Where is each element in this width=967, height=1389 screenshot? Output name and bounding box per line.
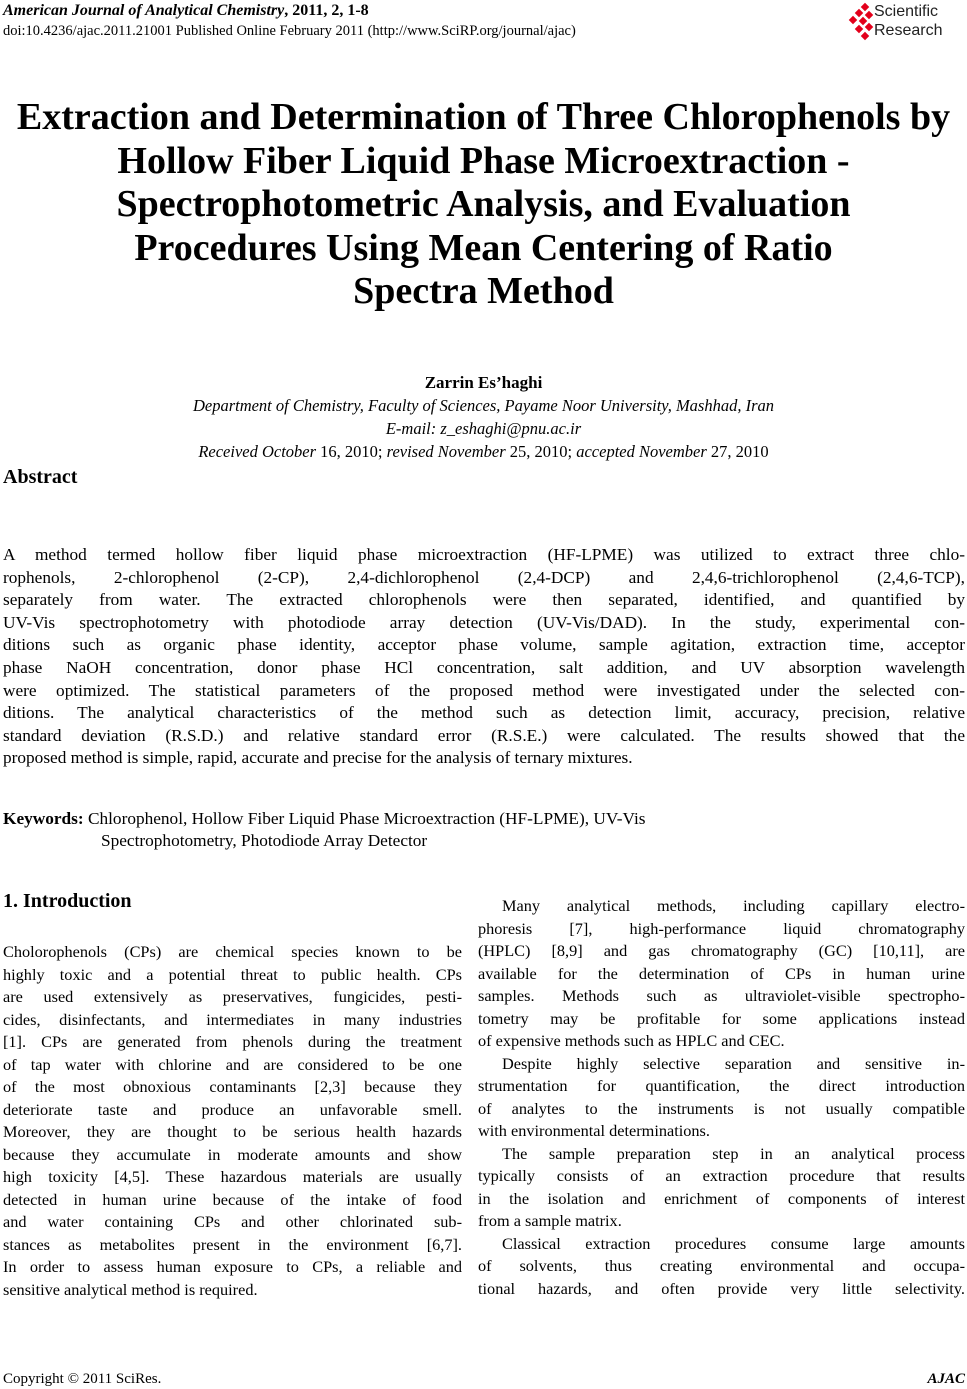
revised-label: revised November: [386, 442, 506, 461]
keywords: [3, 808, 645, 831]
keywords-line1: Chlorophenol, Hollow Fiber Liquid Phase Microextraction (HF-LPME), UV-Vis: [83, 809, 646, 828]
logo-text-line1: Scientific: [874, 3, 939, 20]
text-line: deteriorate taste and produce an unfavorable smell.: [3, 1099, 462, 1119]
text-line: Despite highly selective separation and sensitive in-: [502, 1053, 965, 1073]
scientific-research-logo: [848, 2, 966, 44]
accepted-date: 27, 2010: [706, 442, 769, 461]
keywords-label: Keywords:: [3, 809, 84, 828]
accepted-label: accepted November: [576, 442, 707, 461]
text-line: with environmental determinations.: [478, 1121, 710, 1140]
received-date: 16, 2010;: [316, 442, 387, 461]
title-line: Extraction and Determination of Three Chlorophenols by: [16, 96, 951, 138]
title-line: Spectrophotometric Analysis, and Evaluation: [116, 183, 851, 225]
abstract-line: phase NaOH concentration, donor phase HCl concentration, salt addition, and UV absorption wavelength: [3, 657, 965, 677]
text-line: Many analytical methods, including capillary electro-: [502, 896, 965, 915]
text-line: detected in human urine because of the intake of food: [3, 1189, 462, 1209]
text-line: tometry may be profitable for some applications instead: [478, 1008, 965, 1028]
journal-name: American Journal of Analytical Chemistry: [3, 2, 285, 19]
left-column: [3, 941, 462, 1301]
text-line: In order to assess human exposure to CPs, a reliable and: [3, 1257, 462, 1276]
abstract-line: ditions. The analytical characteristics of the method such as detection limit, accuracy, precision, relative: [3, 703, 965, 723]
text-line: (HPLC) [8,9] and gas chromatography (GC) [10,11], are: [478, 941, 965, 960]
text-line: typically consists of an extraction procedure that results: [478, 1166, 965, 1185]
text-line: of expensive methods such as HPLC and CEC.: [478, 1031, 785, 1050]
text-line: of the most obnoxious contaminants [2,3] because they: [3, 1077, 462, 1096]
text-line: of solvents, thus creating environmental and occupa-: [478, 1256, 965, 1275]
text-line: and water containing CPs and other chlorinated sub-: [3, 1212, 462, 1231]
email: E-mail: z_eshaghi@pnu.ac.ir: [385, 419, 582, 438]
text-line: Cholorophenols (CPs) are chemical species known to be: [3, 942, 462, 961]
text-line: stances as metabolites present in the environment [6,7].: [3, 1234, 462, 1254]
title-line: Spectra Method: [353, 270, 614, 312]
text-line: strumentation for quantification, the direct introduction: [478, 1076, 965, 1095]
abstract-line: ditions such as organic phase identity, acceptor phase volume, sample agitation, extraction time, acceptor: [3, 635, 965, 655]
title-line: Hollow Fiber Liquid Phase Microextraction -: [117, 139, 850, 182]
journal-volume: , 2011, 2, 1-8: [284, 2, 369, 19]
text-line: available for the determination of CPs in human urine: [478, 963, 965, 983]
introduction-heading: 1. Introduction: [3, 890, 132, 912]
text-line: tional hazards, and often provide very little selectivity.: [478, 1278, 965, 1298]
abstract-line: A method termed hollow fiber liquid phase microextraction (HF-LPME) was utilized to extract three chlo-: [3, 545, 965, 564]
journal-header: [3, 2, 369, 20]
dates: [0, 442, 967, 462]
text-line: Classical extraction procedures consume large amounts: [502, 1233, 965, 1253]
text-line: samples. Methods such as ultraviolet-visible spectropho-: [478, 986, 965, 1005]
author: Zarrin Es’haghi: [424, 373, 543, 392]
text-line: high toxicity [4,5]. These hazardous materials are usually: [3, 1167, 462, 1186]
text-line: phoresis [7], high-performance liquid chromatography: [478, 918, 965, 938]
text-line: in the isolation and enrichment of components of interest: [478, 1188, 965, 1208]
text-line: cides, disinfectants, and intermediates in many industries: [3, 1009, 462, 1029]
affiliation: Department of Chemistry, Faculty of Sciences, Payame Noor University, Mashhad, Iran: [192, 396, 775, 415]
abstract-body: [3, 544, 965, 770]
abstract-line: separately from water. The extracted chlorophenols were then separated, identified, and quantified by: [3, 590, 965, 610]
title-line: Procedures Using Mean Centering of Ratio: [134, 226, 833, 269]
text-line: of tap water with chlorine and are considered to be one: [3, 1054, 462, 1074]
received-label: Received October: [198, 442, 317, 461]
abstract-line: standard deviation (R.S.D.) and relative standard error (R.S.E.) were calculated. The results showed that the: [3, 725, 965, 745]
copyright: Copyright © 2011 SciRes.: [3, 1371, 162, 1387]
abstract-line: rophenols, 2-chlorophenol (2-CP), 2,4-dichlorophenol (2,4-DCP) and 2,4,6-trichlorophenol (2,4,6-TCP),: [3, 567, 965, 587]
abstract-line: UV-Vis spectrophotometry with photodiode array detection (UV-Vis/DAD). In the study, experimental con-: [3, 612, 965, 632]
abstract-heading: Abstract: [3, 466, 78, 488]
abstract-line: proposed method is simple, rapid, accurate and precise for the analysis of ternary mixtures.: [3, 748, 633, 768]
journal-abbreviation: AJAC: [927, 1371, 965, 1387]
abstract-line: were optimized. The statistical parameters of the proposed method were investigated under the selected con-: [3, 680, 965, 700]
text-line: The sample preparation step in an analytical process: [502, 1143, 965, 1163]
text-line: [1]. CPs are generated from phenols during the treatment: [3, 1032, 462, 1051]
text-line: Moreover, they are thought to be serious health hazards: [3, 1122, 462, 1141]
right-column: [478, 895, 965, 1300]
text-line: from a sample matrix.: [478, 1211, 622, 1230]
text-line: highly toxic and a potential threat to public health. CPs: [3, 964, 462, 984]
doi-line: doi:10.4236/ajac.2011.21001 Published Online February 2011 (http://www.SciRP.org/journal/ajac): [3, 23, 576, 39]
diamond-cluster-icon: [848, 2, 874, 42]
text-line: are used extensively as preservatives, fungicides, pesti-: [3, 987, 462, 1006]
logo-text-line2: Research: [874, 22, 943, 39]
text-line: of analytes to the instruments is not usually compatible: [478, 1098, 965, 1118]
text-line: sensitive analytical method is required.: [3, 1279, 258, 1299]
revised-date: 25, 2010;: [505, 442, 577, 461]
text-line: because they accumulate in moderate amounts and show: [3, 1144, 462, 1164]
keywords-line2: Spectrophotometry, Photodiode Array Detector: [101, 831, 428, 850]
paper-title: [0, 96, 967, 314]
